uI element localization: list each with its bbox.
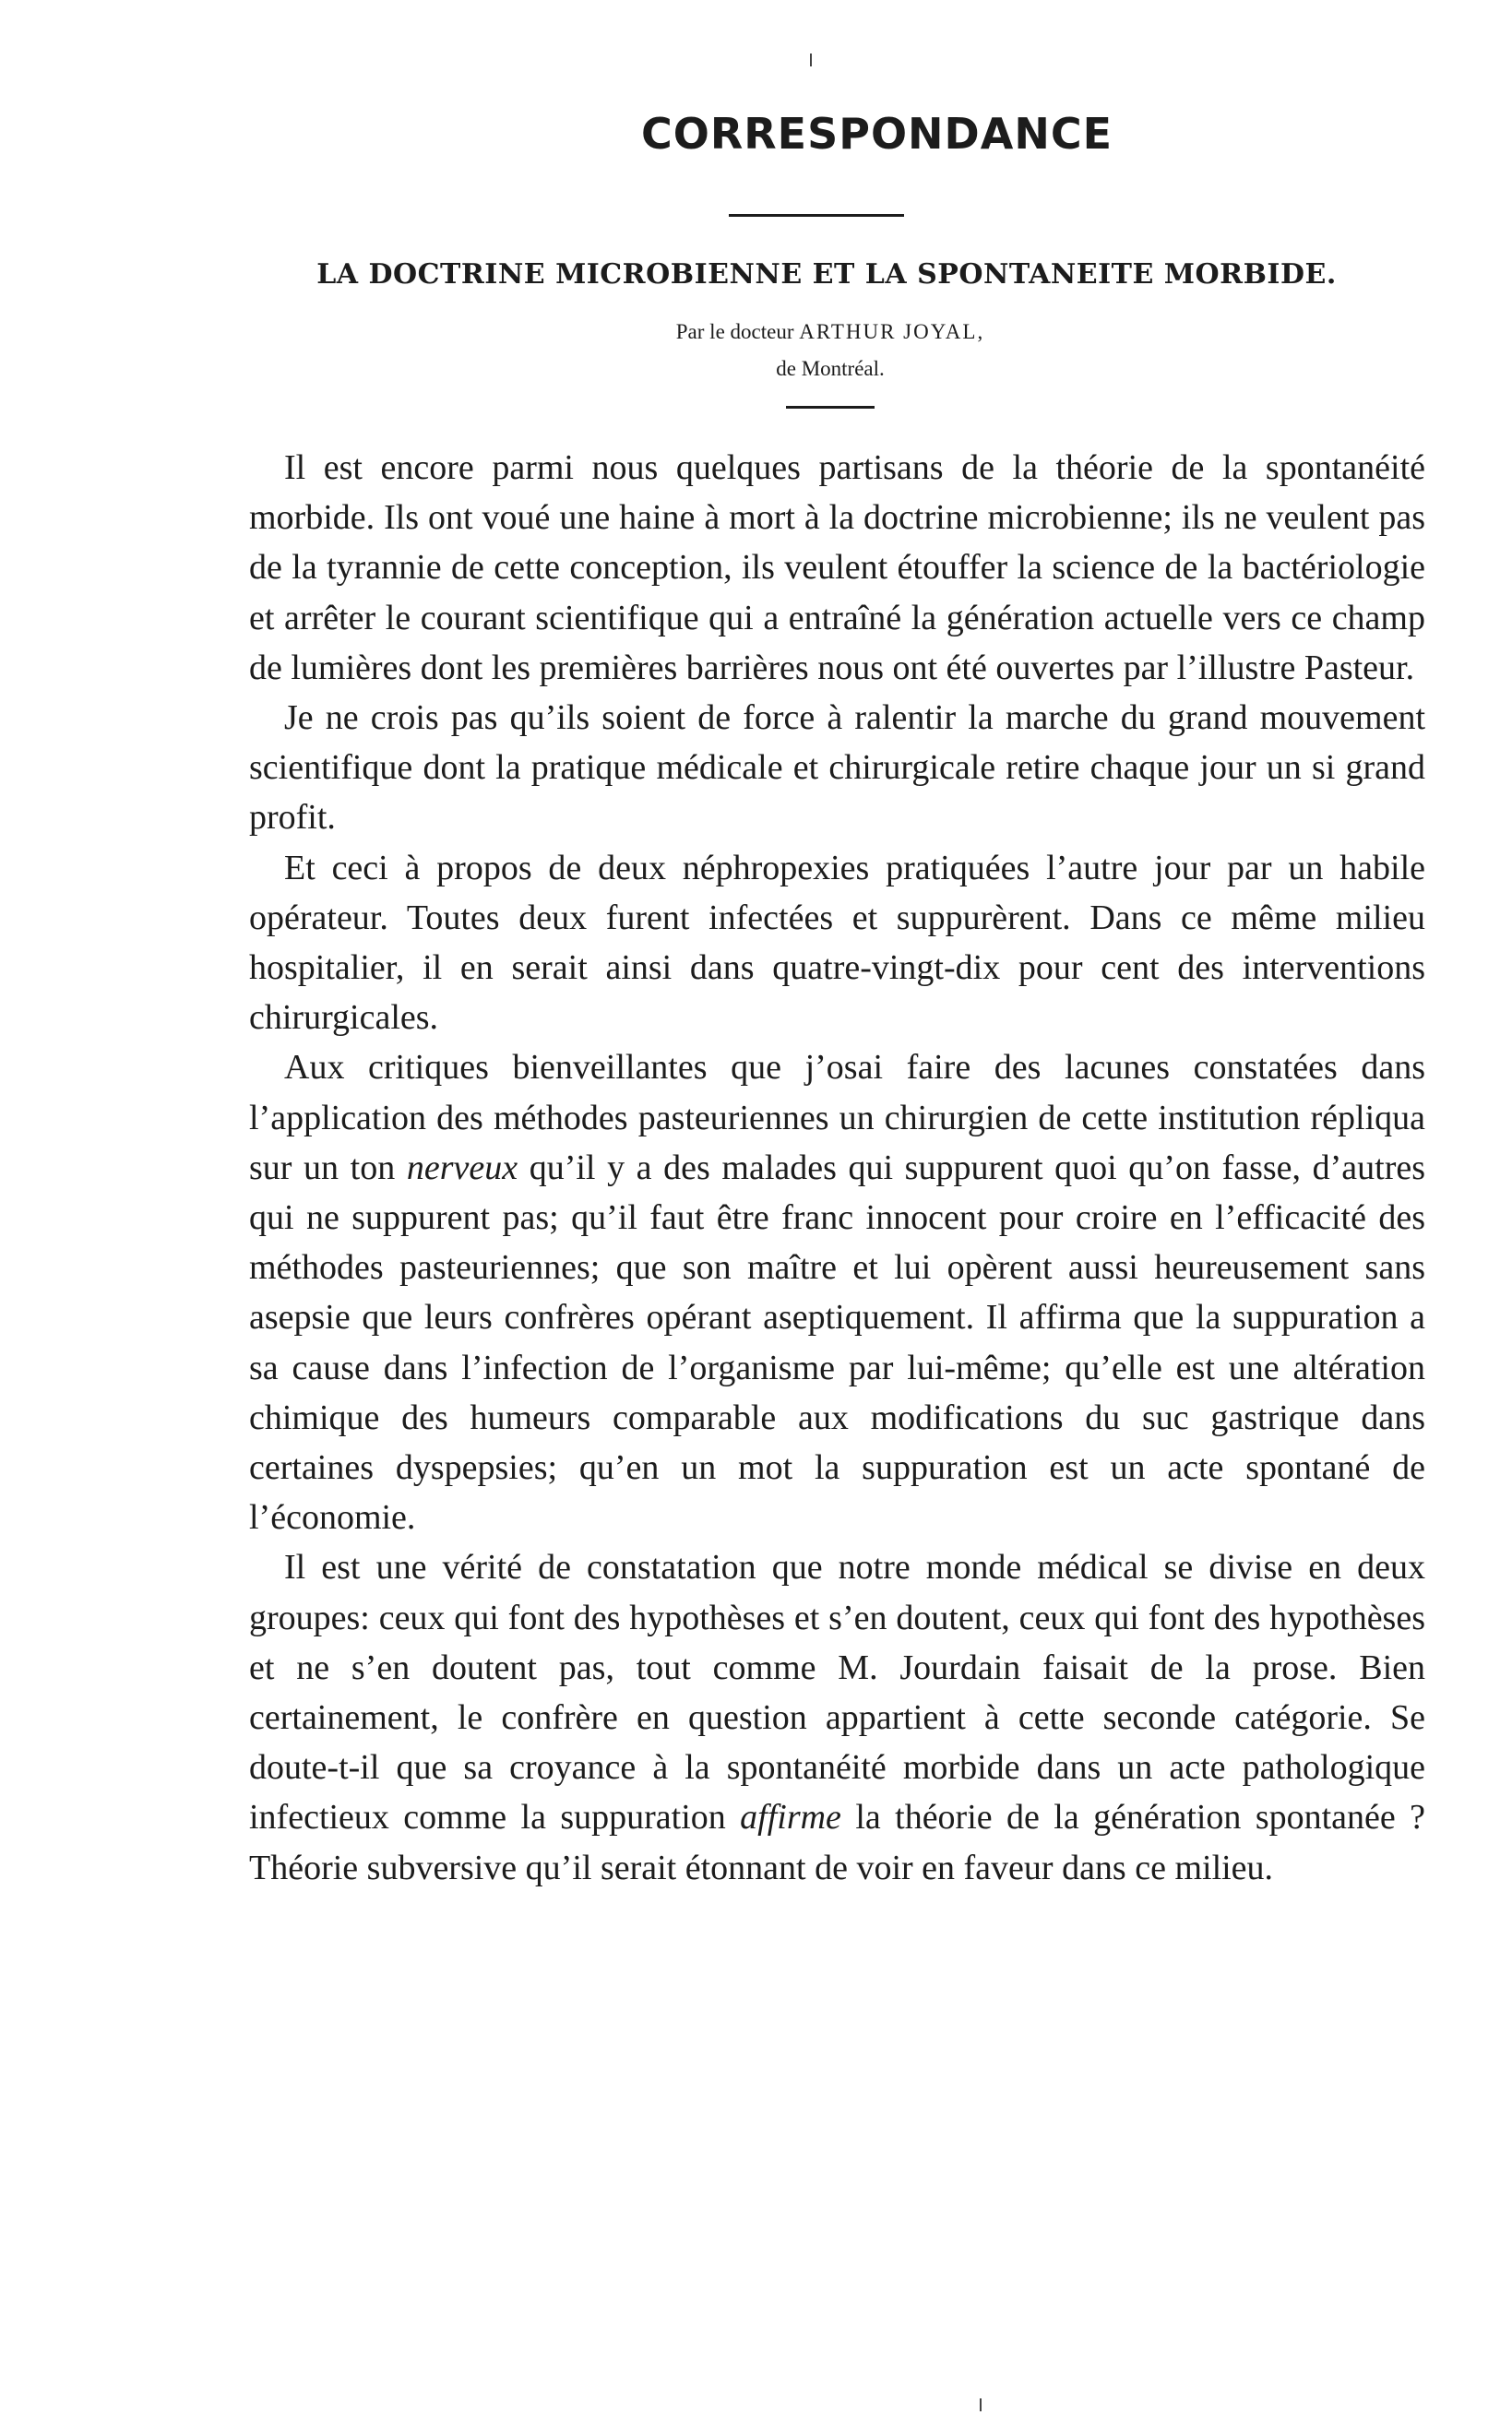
paragraph-4-part-2: qu’il y a des malades qui suppurent quoi qu’on fasse, d’autres qui ne suppurent pas; qu’il faut être franc innocent pour croire en l’efficacité des méthodes pasteuriennes; que son maître et lui opèrent aussi heureusement sans asepsie que leurs confrères opérant aseptiquement. Il affirma que la suppuration a sa cause dans l’infection de l’organisme par lui-même; qu’elle est une altération chimique des humeurs comparable aux modifications du suc gastrique dans certaines dyspepsies; qu’en un mot la suppuration est un acte spontané de l’économie.	[249, 1148, 1426, 1538]
heading-rule	[729, 214, 904, 217]
paragraph-5-part-2: la théorie de la génération spontanée ? Théorie subversive qu’il serait étonnant de voir en faveur dans ce milieu.	[249, 1798, 1426, 1887]
author-location: de Montréal.	[776, 357, 885, 380]
paragraph-4-part-1: Aux critiques bienveillantes que j’osai faire des lacunes constatées dans l’application des méthodes pasteuriennes un chirurgien de cette institution répliqua sur un ton	[249, 1048, 1425, 1187]
paragraph-5-part-1: Il est une vérité de constatation que notre monde médical se divise en deux groupes: ceux qui font des hypothèses et s’en doutent, ceux qui font des hypothèses et ne s’en doutent pas, tout comme M. Jourdain faisait de la prose. Bien certainement, le confrère en question appartient à cette seconde catégorie. Se doute-t-il que sa croyance à la spontanéité morbide dans un acte pathologique infectieux comme la suppuration	[249, 1548, 1425, 1838]
print-mark	[810, 54, 812, 66]
print-mark	[980, 2398, 982, 2411]
paragraph-4	[249, 1042, 1425, 1542]
paragraph-1: Il est encore parmi nous quelques partisans de la théorie de la spontanéité morbide. Ils ont voué une haine à mort à la doctrine microbienne; ils ne veulent pas de la tyrannie de cette conception, ils veulent étouffer la science de la bactériologie et arrêter le courant scientifique qui a entraîné la génération actuelle vers ce champ de lumières dont les premières barrières nous ont été ouvertes par l’illustre Pasteur.	[249, 448, 1425, 687]
paragraph-5-emphasis: affirme	[740, 1798, 841, 1838]
author-name: ARTHUR JOYAL,	[799, 320, 985, 343]
article-title: LA DOCTRINE MICROBIENNE ET LA SPONTANEITE MORBIDE.	[316, 258, 1337, 291]
section-heading: CORRESPONDANCE	[640, 109, 1113, 159]
paragraph-4-emphasis: nerveux	[406, 1148, 518, 1187]
byline-prefix: Par le docteur	[675, 320, 794, 343]
paragraph-2: Je ne crois pas qu’ils soient de force à ralentir la marche du grand mouvement scientifique dont la pratique médicale et chirurgicale retire chaque jour un si grand profit.	[249, 698, 1425, 838]
byline-rule	[786, 406, 875, 409]
byline	[424, 314, 1236, 387]
article-body	[249, 443, 1425, 1893]
paragraph-3: Et ceci à propos de deux néphropexies pratiquées l’autre jour par un habile opérateur. Toutes deux furent infectées et suppurèrent. Dans ce même milieu hospitalier, il en serait ainsi dans quatre-vingt-dix pour cent des interventions chirurgicales.	[249, 848, 1425, 1038]
paragraph-5	[249, 1542, 1425, 1892]
byline-author-line	[424, 314, 1236, 351]
